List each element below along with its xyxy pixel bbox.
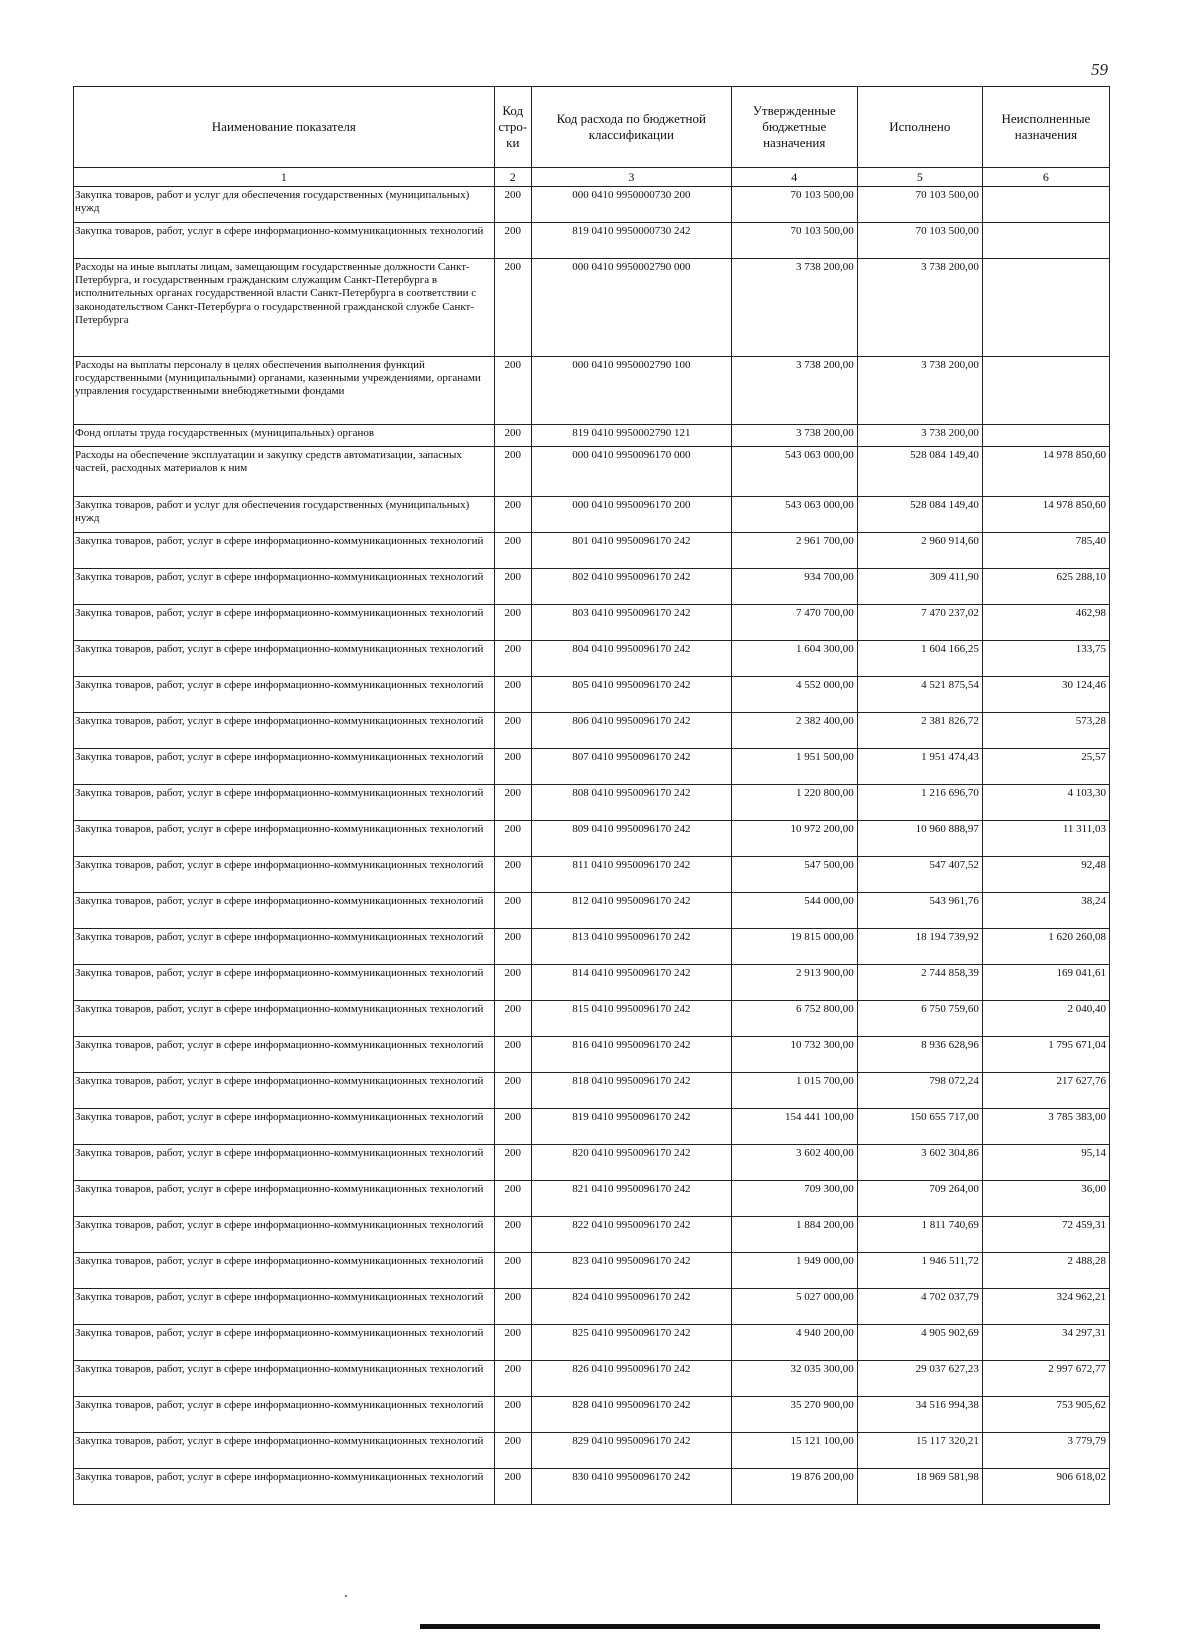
approved-amount: 15 121 100,00 — [731, 1433, 857, 1469]
unexecuted-amount: 34 297,31 — [982, 1325, 1109, 1361]
approved-amount: 10 732 300,00 — [731, 1037, 857, 1073]
approved-amount: 2 382 400,00 — [731, 713, 857, 749]
table-row — [74, 785, 1110, 821]
row-name: Закупка товаров, работ, услуг в сфере информационно-коммуникационных технологий — [74, 605, 495, 641]
table-row — [74, 1397, 1110, 1433]
unexecuted-amount: 36,00 — [982, 1181, 1109, 1217]
column-number: 5 — [857, 168, 982, 187]
header-row-code: Код стро-ки — [494, 87, 531, 168]
row-code: 200 — [494, 569, 531, 605]
row-name: Закупка товаров, работ, услуг в сфере информационно-коммуникационных технологий — [74, 1217, 495, 1253]
budget-code: 801 0410 9950096170 242 — [531, 533, 731, 569]
table-row — [74, 533, 1110, 569]
header-row — [74, 87, 1110, 168]
unexecuted-amount: 133,75 — [982, 641, 1109, 677]
page-number: 59 — [1091, 60, 1108, 79]
row-code: 200 — [494, 1073, 531, 1109]
executed-amount: 543 961,76 — [857, 893, 982, 929]
budget-code: 824 0410 9950096170 242 — [531, 1289, 731, 1325]
executed-amount: 70 103 500,00 — [857, 223, 982, 259]
row-name: Закупка товаров, работ, услуг в сфере информационно-коммуникационных технологий — [74, 1181, 495, 1217]
table-row — [74, 447, 1110, 497]
executed-amount: 1 951 474,43 — [857, 749, 982, 785]
row-code: 200 — [494, 1253, 531, 1289]
row-code: 200 — [494, 1145, 531, 1181]
unexecuted-amount: 30 124,46 — [982, 677, 1109, 713]
executed-amount: 150 655 717,00 — [857, 1109, 982, 1145]
table-row — [74, 1109, 1110, 1145]
table-row — [74, 1145, 1110, 1181]
unexecuted-amount: 324 962,21 — [982, 1289, 1109, 1325]
approved-amount: 547 500,00 — [731, 857, 857, 893]
row-name: Закупка товаров, работ, услуг в сфере информационно-коммуникационных технологий — [74, 533, 495, 569]
row-name: Расходы на обеспечение эксплуатации и закупку средств автоматизации, запасных частей, расходных материалов к ним — [74, 447, 495, 497]
table-row — [74, 1253, 1110, 1289]
row-code: 200 — [494, 1397, 531, 1433]
table-row — [74, 1469, 1110, 1505]
row-code: 200 — [494, 1181, 531, 1217]
header-approved: Утвержденные бюджетные назначения — [731, 87, 857, 168]
unexecuted-amount: 753 905,62 — [982, 1397, 1109, 1433]
budget-code: 830 0410 9950096170 242 — [531, 1469, 731, 1505]
table-row — [74, 1073, 1110, 1109]
approved-amount: 35 270 900,00 — [731, 1397, 857, 1433]
column-number: 3 — [531, 168, 731, 187]
budget-code: 808 0410 9950096170 242 — [531, 785, 731, 821]
unexecuted-amount: 1 795 671,04 — [982, 1037, 1109, 1073]
row-name: Закупка товаров, работ и услуг для обеспечения государственных (муниципальных) нужд — [74, 187, 495, 223]
budget-code: 819 0410 9950096170 242 — [531, 1109, 731, 1145]
table-row — [74, 1037, 1110, 1073]
unexecuted-amount: 906 618,02 — [982, 1469, 1109, 1505]
row-code: 200 — [494, 1001, 531, 1037]
row-code: 200 — [494, 1109, 531, 1145]
row-code: 200 — [494, 259, 531, 357]
table-row — [74, 821, 1110, 857]
unexecuted-amount: 2 040,40 — [982, 1001, 1109, 1037]
unexecuted-amount: 95,14 — [982, 1145, 1109, 1181]
approved-amount: 709 300,00 — [731, 1181, 857, 1217]
row-code: 200 — [494, 357, 531, 425]
row-name: Закупка товаров, работ, услуг в сфере информационно-коммуникационных технологий — [74, 785, 495, 821]
budget-code: 814 0410 9950096170 242 — [531, 965, 731, 1001]
executed-amount: 18 194 739,92 — [857, 929, 982, 965]
row-code: 200 — [494, 1217, 531, 1253]
row-code: 200 — [494, 857, 531, 893]
executed-amount: 6 750 759,60 — [857, 1001, 982, 1037]
table-row — [74, 749, 1110, 785]
unexecuted-amount: 72 459,31 — [982, 1217, 1109, 1253]
approved-amount: 154 441 100,00 — [731, 1109, 857, 1145]
approved-amount: 19 815 000,00 — [731, 929, 857, 965]
executed-amount: 3 602 304,86 — [857, 1145, 982, 1181]
table-row — [74, 1325, 1110, 1361]
executed-amount: 8 936 628,96 — [857, 1037, 982, 1073]
executed-amount: 10 960 888,97 — [857, 821, 982, 857]
budget-code: 813 0410 9950096170 242 — [531, 929, 731, 965]
approved-amount: 1 884 200,00 — [731, 1217, 857, 1253]
budget-code: 822 0410 9950096170 242 — [531, 1217, 731, 1253]
row-code: 200 — [494, 447, 531, 497]
approved-amount: 1 951 500,00 — [731, 749, 857, 785]
approved-amount: 3 738 200,00 — [731, 357, 857, 425]
row-code: 200 — [494, 533, 531, 569]
budget-code: 826 0410 9950096170 242 — [531, 1361, 731, 1397]
budget-code: 819 0410 9950000730 242 — [531, 223, 731, 259]
table-row — [74, 641, 1110, 677]
executed-amount: 3 738 200,00 — [857, 425, 982, 447]
approved-amount: 70 103 500,00 — [731, 223, 857, 259]
table-row — [74, 223, 1110, 259]
row-code: 200 — [494, 1325, 531, 1361]
row-code: 200 — [494, 821, 531, 857]
approved-amount: 2 961 700,00 — [731, 533, 857, 569]
approved-amount: 6 752 800,00 — [731, 1001, 857, 1037]
row-name: Закупка товаров, работ, услуг в сфере информационно-коммуникационных технологий — [74, 1433, 495, 1469]
executed-amount: 528 084 149,40 — [857, 497, 982, 533]
budget-code: 816 0410 9950096170 242 — [531, 1037, 731, 1073]
row-name: Закупка товаров, работ и услуг для обеспечения государственных (муниципальных) нужд — [74, 497, 495, 533]
executed-amount: 3 738 200,00 — [857, 357, 982, 425]
column-number: 6 — [982, 168, 1109, 187]
row-name: Закупка товаров, работ, услуг в сфере информационно-коммуникационных технологий — [74, 569, 495, 605]
row-name: Закупка товаров, работ, услуг в сфере информационно-коммуникационных технологий — [74, 1469, 495, 1505]
budget-code: 807 0410 9950096170 242 — [531, 749, 731, 785]
approved-amount: 7 470 700,00 — [731, 605, 857, 641]
row-code: 200 — [494, 929, 531, 965]
budget-code: 803 0410 9950096170 242 — [531, 605, 731, 641]
approved-amount: 543 063 000,00 — [731, 447, 857, 497]
row-name: Расходы на иные выплаты лицам, замещающим государственные должности Санкт-Петербурга, и государственным гражданским служащим Санкт-Петербурга в исполнительных органах государственной власти Санкт-Петербурга в соответствии с законодательством Санкт-Петербурга о государственной гражданской службе Санкт-Петербурга — [74, 259, 495, 357]
row-name: Закупка товаров, работ, услуг в сфере информационно-коммуникационных технологий — [74, 1109, 495, 1145]
row-code: 200 — [494, 1037, 531, 1073]
row-name: Закупка товаров, работ, услуг в сфере информационно-коммуникационных технологий — [74, 1361, 495, 1397]
executed-amount: 2 744 858,39 — [857, 965, 982, 1001]
row-name: Фонд оплаты труда государственных (муниципальных) органов — [74, 425, 495, 447]
row-name: Закупка товаров, работ, услуг в сфере информационно-коммуникационных технологий — [74, 929, 495, 965]
table-body — [74, 187, 1110, 1505]
row-code: 200 — [494, 187, 531, 223]
budget-code: 820 0410 9950096170 242 — [531, 1145, 731, 1181]
approved-amount: 5 027 000,00 — [731, 1289, 857, 1325]
budget-code: 804 0410 9950096170 242 — [531, 641, 731, 677]
table-row — [74, 497, 1110, 533]
approved-amount: 1 604 300,00 — [731, 641, 857, 677]
row-name: Закупка товаров, работ, услуг в сфере информационно-коммуникационных технологий — [74, 677, 495, 713]
executed-amount: 547 407,52 — [857, 857, 982, 893]
executed-amount: 3 738 200,00 — [857, 259, 982, 357]
budget-code: 000 0410 9950002790 100 — [531, 357, 731, 425]
table-row — [74, 1289, 1110, 1325]
approved-amount: 10 972 200,00 — [731, 821, 857, 857]
unexecuted-amount: 14 978 850,60 — [982, 497, 1109, 533]
unexecuted-amount: 2 997 672,77 — [982, 1361, 1109, 1397]
header-unexecuted: Неисполненные назначения — [982, 87, 1109, 168]
row-code: 200 — [494, 785, 531, 821]
row-code: 200 — [494, 749, 531, 785]
executed-amount: 1 811 740,69 — [857, 1217, 982, 1253]
budget-code: 000 0410 9950096170 000 — [531, 447, 731, 497]
unexecuted-amount: 4 103,30 — [982, 785, 1109, 821]
executed-amount: 4 521 875,54 — [857, 677, 982, 713]
approved-amount: 544 000,00 — [731, 893, 857, 929]
approved-amount: 934 700,00 — [731, 569, 857, 605]
unexecuted-amount: 462,98 — [982, 605, 1109, 641]
table-row — [74, 259, 1110, 357]
executed-amount: 1 216 696,70 — [857, 785, 982, 821]
approved-amount: 3 738 200,00 — [731, 259, 857, 357]
approved-amount: 32 035 300,00 — [731, 1361, 857, 1397]
approved-amount: 1 015 700,00 — [731, 1073, 857, 1109]
budget-code: 823 0410 9950096170 242 — [531, 1253, 731, 1289]
column-number: 1 — [74, 168, 495, 187]
budget-code: 815 0410 9950096170 242 — [531, 1001, 731, 1037]
budget-code: 000 0410 9950096170 200 — [531, 497, 731, 533]
unexecuted-amount: 11 311,03 — [982, 821, 1109, 857]
row-name: Закупка товаров, работ, услуг в сфере информационно-коммуникационных технологий — [74, 857, 495, 893]
row-name: Закупка товаров, работ, услуг в сфере информационно-коммуникационных технологий — [74, 1073, 495, 1109]
executed-amount: 29 037 627,23 — [857, 1361, 982, 1397]
executed-amount: 1 946 511,72 — [857, 1253, 982, 1289]
unexecuted-amount — [982, 425, 1109, 447]
header-executed: Исполнено — [857, 87, 982, 168]
table-row — [74, 569, 1110, 605]
unexecuted-amount: 92,48 — [982, 857, 1109, 893]
approved-amount: 3 602 400,00 — [731, 1145, 857, 1181]
table-row — [74, 425, 1110, 447]
executed-amount: 528 084 149,40 — [857, 447, 982, 497]
unexecuted-amount: 217 627,76 — [982, 1073, 1109, 1109]
budget-code: 000 0410 9950002790 000 — [531, 259, 731, 357]
row-name: Расходы на выплаты персоналу в целях обеспечения выполнения функций государственными (муниципальными) органами, казенными учреждениями, органами управления государственными внебюджетными фондами — [74, 357, 495, 425]
approved-amount: 70 103 500,00 — [731, 187, 857, 223]
table-row — [74, 1217, 1110, 1253]
budget-code: 809 0410 9950096170 242 — [531, 821, 731, 857]
approved-amount: 1 220 800,00 — [731, 785, 857, 821]
unexecuted-amount — [982, 357, 1109, 425]
executed-amount: 4 702 037,79 — [857, 1289, 982, 1325]
approved-amount: 19 876 200,00 — [731, 1469, 857, 1505]
row-name: Закупка товаров, работ, услуг в сфере информационно-коммуникационных технологий — [74, 1397, 495, 1433]
approved-amount: 4 552 000,00 — [731, 677, 857, 713]
unexecuted-amount: 3 779,79 — [982, 1433, 1109, 1469]
row-name: Закупка товаров, работ, услуг в сфере информационно-коммуникационных технологий — [74, 749, 495, 785]
row-name: Закупка товаров, работ, услуг в сфере информационно-коммуникационных технологий — [74, 1145, 495, 1181]
budget-code: 829 0410 9950096170 242 — [531, 1433, 731, 1469]
approved-amount: 4 940 200,00 — [731, 1325, 857, 1361]
row-name: Закупка товаров, работ, услуг в сфере информационно-коммуникационных технологий — [74, 1253, 495, 1289]
row-code: 200 — [494, 425, 531, 447]
table-row — [74, 893, 1110, 929]
table-row — [74, 677, 1110, 713]
unexecuted-amount — [982, 223, 1109, 259]
table-row — [74, 1361, 1110, 1397]
table-row — [74, 357, 1110, 425]
row-name: Закупка товаров, работ, услуг в сфере информационно-коммуникационных технологий — [74, 223, 495, 259]
row-name: Закупка товаров, работ, услуг в сфере информационно-коммуникационных технологий — [74, 713, 495, 749]
unexecuted-amount: 14 978 850,60 — [982, 447, 1109, 497]
row-name: Закупка товаров, работ, услуг в сфере информационно-коммуникационных технологий — [74, 1289, 495, 1325]
unexecuted-amount: 25,57 — [982, 749, 1109, 785]
table-row — [74, 965, 1110, 1001]
column-number: 2 — [494, 168, 531, 187]
unexecuted-amount: 38,24 — [982, 893, 1109, 929]
row-code: 200 — [494, 1469, 531, 1505]
unexecuted-amount — [982, 259, 1109, 357]
column-number-row — [74, 168, 1110, 187]
row-code: 200 — [494, 965, 531, 1001]
budget-code: 805 0410 9950096170 242 — [531, 677, 731, 713]
budget-code: 802 0410 9950096170 242 — [531, 569, 731, 605]
budget-code: 819 0410 9950002790 121 — [531, 425, 731, 447]
budget-code: 811 0410 9950096170 242 — [531, 857, 731, 893]
approved-amount: 3 738 200,00 — [731, 425, 857, 447]
row-code: 200 — [494, 1433, 531, 1469]
row-name: Закупка товаров, работ, услуг в сфере информационно-коммуникационных технологий — [74, 1037, 495, 1073]
budget-execution-table — [73, 86, 1110, 1505]
unexecuted-amount: 169 041,61 — [982, 965, 1109, 1001]
row-code: 200 — [494, 641, 531, 677]
executed-amount: 798 072,24 — [857, 1073, 982, 1109]
budget-code: 818 0410 9950096170 242 — [531, 1073, 731, 1109]
unexecuted-amount — [982, 187, 1109, 223]
unexecuted-amount: 2 488,28 — [982, 1253, 1109, 1289]
executed-amount: 7 470 237,02 — [857, 605, 982, 641]
row-name: Закупка товаров, работ, услуг в сфере информационно-коммуникационных технологий — [74, 965, 495, 1001]
budget-code: 000 0410 9950000730 200 — [531, 187, 731, 223]
approved-amount: 2 913 900,00 — [731, 965, 857, 1001]
approved-amount: 543 063 000,00 — [731, 497, 857, 533]
executed-amount: 2 960 914,60 — [857, 533, 982, 569]
budget-code: 806 0410 9950096170 242 — [531, 713, 731, 749]
scan-bottom-rule — [420, 1624, 1100, 1629]
header-budget-code: Код расхода по бюджетной классификации — [531, 87, 731, 168]
executed-amount: 2 381 826,72 — [857, 713, 982, 749]
row-code: 200 — [494, 713, 531, 749]
executed-amount: 309 411,90 — [857, 569, 982, 605]
row-code: 200 — [494, 223, 531, 259]
unexecuted-amount: 573,28 — [982, 713, 1109, 749]
header-name: Наименование показателя — [74, 87, 495, 168]
row-name: Закупка товаров, работ, услуг в сфере информационно-коммуникационных технологий — [74, 1325, 495, 1361]
table-row — [74, 1433, 1110, 1469]
row-name: Закупка товаров, работ, услуг в сфере информационно-коммуникационных технологий — [74, 893, 495, 929]
budget-code: 812 0410 9950096170 242 — [531, 893, 731, 929]
executed-amount: 18 969 581,98 — [857, 1469, 982, 1505]
unexecuted-amount: 785,40 — [982, 533, 1109, 569]
row-name: Закупка товаров, работ, услуг в сфере информационно-коммуникационных технологий — [74, 1001, 495, 1037]
executed-amount: 1 604 166,25 — [857, 641, 982, 677]
row-name: Закупка товаров, работ, услуг в сфере информационно-коммуникационных технологий — [74, 821, 495, 857]
unexecuted-amount: 625 288,10 — [982, 569, 1109, 605]
row-code: 200 — [494, 893, 531, 929]
table-row — [74, 857, 1110, 893]
table-row — [74, 1181, 1110, 1217]
table-row — [74, 605, 1110, 641]
executed-amount: 709 264,00 — [857, 1181, 982, 1217]
executed-amount: 34 516 994,38 — [857, 1397, 982, 1433]
table-row — [74, 1001, 1110, 1037]
budget-code: 828 0410 9950096170 242 — [531, 1397, 731, 1433]
budget-code: 825 0410 9950096170 242 — [531, 1325, 731, 1361]
table-row — [74, 187, 1110, 223]
row-name: Закупка товаров, работ, услуг в сфере информационно-коммуникационных технологий — [74, 641, 495, 677]
budget-code: 821 0410 9950096170 242 — [531, 1181, 731, 1217]
row-code: 200 — [494, 497, 531, 533]
executed-amount: 4 905 902,69 — [857, 1325, 982, 1361]
executed-amount: 15 117 320,21 — [857, 1433, 982, 1469]
table-row — [74, 713, 1110, 749]
row-code: 200 — [494, 1289, 531, 1325]
row-code: 200 — [494, 605, 531, 641]
column-number: 4 — [731, 168, 857, 187]
executed-amount: 70 103 500,00 — [857, 187, 982, 223]
row-code: 200 — [494, 1361, 531, 1397]
table-row — [74, 929, 1110, 965]
unexecuted-amount: 3 785 383,00 — [982, 1109, 1109, 1145]
approved-amount: 1 949 000,00 — [731, 1253, 857, 1289]
unexecuted-amount: 1 620 260,08 — [982, 929, 1109, 965]
row-code: 200 — [494, 677, 531, 713]
scan-speck — [345, 1595, 347, 1597]
